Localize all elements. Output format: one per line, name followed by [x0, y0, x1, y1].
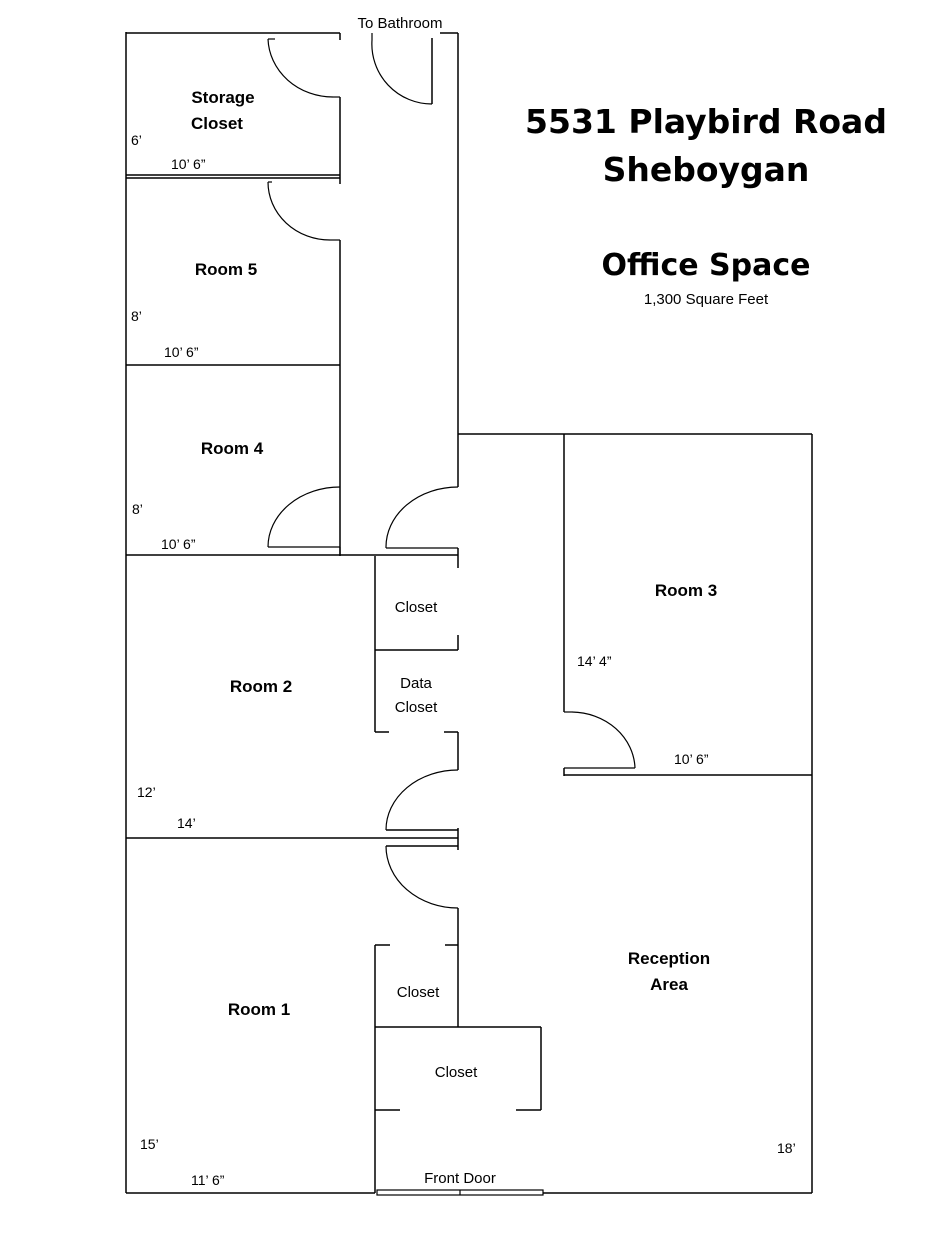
room2-width-dim: 14’ — [177, 815, 196, 831]
closet-lower-right-label: Closet — [434, 1064, 478, 1081]
room5-height-dim: 8’ — [131, 308, 142, 324]
room3-label: Room 3 — [654, 581, 718, 600]
space-type: Office Space — [601, 248, 811, 283]
storage-width-dim: 10’ 6” — [171, 156, 206, 172]
area-label: 1,300 Square Feet — [643, 291, 769, 308]
to-bathroom-label: To Bathroom — [357, 15, 443, 32]
room1-door — [386, 846, 458, 908]
reception-width-dim: 18’ — [777, 1140, 796, 1156]
doors — [268, 33, 635, 1195]
reception-label-2: Area — [650, 975, 688, 994]
room2-door — [386, 770, 458, 830]
room1-label: Room 1 — [227, 1000, 291, 1019]
room3-door — [564, 712, 635, 768]
room1-width-dim: 11’ 6” — [191, 1172, 225, 1188]
closet-upper-label: Closet — [394, 599, 438, 616]
storage-closet-label-1: Storage — [191, 88, 255, 107]
room3-width-dim: 10’ 6” — [674, 751, 709, 767]
storage-closet-door — [268, 39, 340, 97]
address-line2: Sheboygan — [602, 150, 810, 189]
room5-width-dim: 10’ 6” — [164, 344, 199, 360]
storage-height-dim: 6’ — [131, 132, 142, 148]
room5-label: Room 5 — [194, 260, 258, 279]
corridor-door-upper — [386, 487, 458, 548]
room4-width-dim: 10’ 6” — [161, 536, 196, 552]
closet-lower-left-label: Closet — [396, 984, 440, 1001]
room1-height-dim: 15’ — [140, 1136, 159, 1152]
room3-height-dim: 14’ 4” — [577, 653, 612, 669]
storage-closet-label-2: Closet — [191, 114, 243, 133]
room2-label: Room 2 — [229, 677, 293, 696]
data-closet-label-1: Data — [400, 675, 432, 692]
data-closet-label-2: Closet — [394, 699, 438, 716]
bathroom-door — [372, 33, 432, 104]
address-line1: 5531 Playbird Road — [525, 102, 887, 141]
room4-door — [268, 487, 340, 555]
front-door — [377, 1190, 543, 1195]
room4-height-dim: 8’ — [132, 501, 143, 517]
room2-height-dim: 12’ — [137, 784, 156, 800]
room5-door — [268, 182, 340, 240]
front-door-label: Front Door — [424, 1170, 496, 1187]
room4-label: Room 4 — [200, 439, 264, 458]
reception-label-1: Reception — [627, 949, 711, 968]
